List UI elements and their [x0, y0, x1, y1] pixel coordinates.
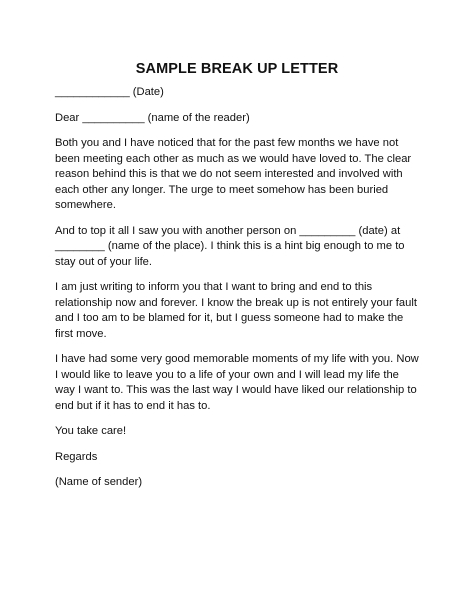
paragraph-3: I am just writing to inform you that I want to bring and end to this relationship now and forever. I know the break up is not entirely your fault and I too am to be blamed for it, but I guess someone had to make the first move. — [55, 281, 417, 340]
paragraph-4: I have had some very good memorable moments of my life with you. Now I would like to leave you to a life of your own and I will lead my life the way I want to. This was the last way I would have liked our relationship to end but if it has to end it has to. — [55, 353, 419, 412]
date-line: ____________ (Date) — [55, 86, 164, 98]
letter-body — [55, 85, 420, 501]
paragraph-2: And to top it all I saw you with another person on _________ (date) at ________ (name of the place). I think this is a hint big enough to me to stay out of your life. — [55, 224, 405, 268]
document-title: SAMPLE BREAK UP LETTER — [135, 61, 339, 77]
closing-line: You take care! — [55, 425, 127, 437]
signature-line: (Name of sender) — [55, 476, 143, 488]
regards-line: Regards — [55, 450, 98, 463]
salutation: Dear __________ (name of the reader) — [55, 111, 250, 124]
paragraph-1: Both you and I have noticed that for the past few months we have not been meeting each other as much as we would have loved to. The clear reason behind this is that we do not seem interested and involved with each other any longer. The urge to meet somehow has been buried somewhere. — [55, 137, 412, 211]
